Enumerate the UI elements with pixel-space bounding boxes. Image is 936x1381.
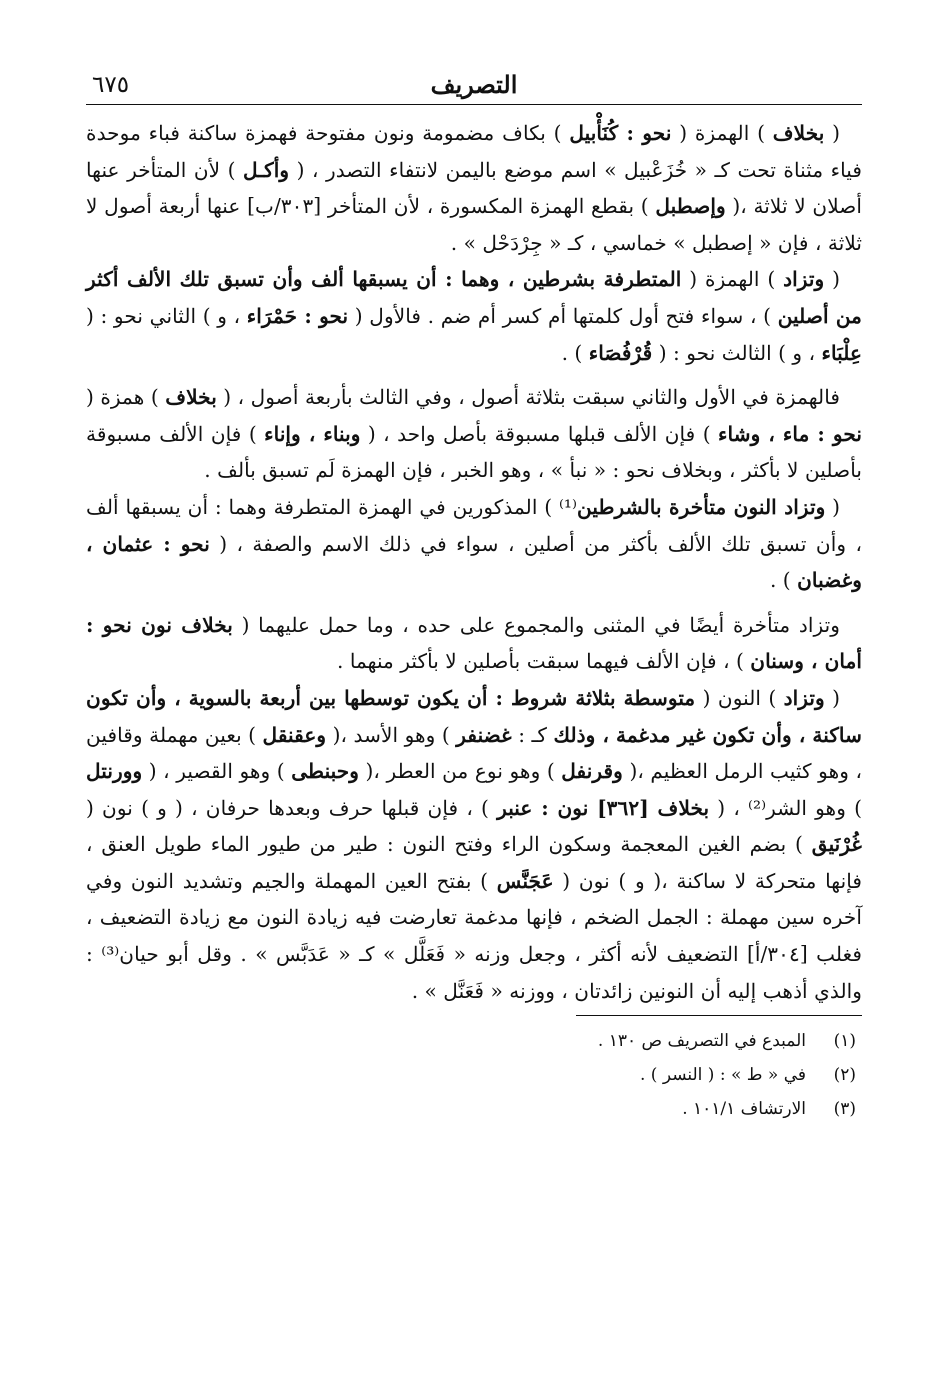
text-segment: ) وهو الشر [766, 795, 862, 820]
text-segment: ( [824, 267, 840, 292]
bold-text-segment: وبناء ، وإناء [264, 421, 361, 446]
page-number: ٦٧٥ [92, 72, 130, 98]
text-segment: وتزاد متأخرة أيضًا في المثنى والمجموع على حده ، وما حمل عليهما ( [232, 612, 840, 637]
text-segment: ) . [769, 568, 798, 593]
text-segment: ⁽²⁾ [748, 795, 767, 820]
bold-text-segment: وإصطبل [655, 194, 726, 219]
text-segment: ) فإن الألف مسبوقة بأصلين لا بأكثر ، وبخلاف نحو : « نبأ » ، وهو الخبر ، فإن الهمزة لَم تسبق بألف . [86, 421, 862, 483]
text-segment: ) وهو الأسد ،( [326, 722, 457, 747]
footnote-text: الارتشاف ١٠١/١ . [682, 1099, 806, 1120]
footnote-number: (١) [833, 1031, 856, 1052]
text-segment: ، و ) الثالث نحو : ( [652, 340, 822, 365]
footnotes [86, 1024, 862, 1126]
bold-text-segment: بخلاف [٣٦٢] نون : عنبر [497, 795, 710, 820]
text-segment: ⁽¹⁾ [558, 494, 577, 519]
text-segment: ) بكاف مضمومة ونون مفتوحة فهمزة ساكنة فباء موحدة فياء مثناة تحت كـ « خُزَعْبيل » اسم موضع باليمن لانتفاء التصدر ، ( [86, 121, 862, 182]
text-segment: ) الهمزة ( [681, 267, 784, 292]
text-segment: ) النون ( [695, 685, 784, 710]
body-text [86, 115, 862, 1009]
bold-text-segment: وأكـل [242, 157, 290, 182]
bold-text-segment: وقرنفل [561, 759, 623, 784]
paragraph [86, 261, 862, 371]
footnote [86, 1024, 862, 1058]
text-segment: فالهمزة في الأول والثاني سبقت بثلاثة أصول ، وفي الثالث بأربعة أصول ، ( [216, 385, 840, 410]
bold-text-segment: وتزاد [783, 685, 825, 710]
text-segment: ) لأن المتأخر عنها أصلان لا ثلاثة ،( [86, 157, 862, 219]
bold-text-segment: وتزاد النون متأخرة بالشرطين [576, 494, 826, 519]
text-segment: : والذي أذهب إليه أن النونين زائدتان ، ووزنه « فَعَنَّل » . [86, 942, 862, 1003]
text-segment: ) بضم الغين المعجمة وسكون الراء وفتح النون : طير من طيور الماء طويل العنق ، فإنها متحركة لا ساكنة ،( و ) نون ( [86, 832, 862, 893]
paragraph [86, 680, 862, 1009]
paragraph [86, 379, 862, 489]
page [86, 64, 862, 1126]
text-segment: ( [824, 121, 840, 145]
bold-text-segment: نحو : كُنَأْبيل [569, 121, 672, 145]
bold-text-segment: متوسطة بثلاثة شروط : أن يكون توسطها بين أربعة بالسوية ، وأن تكون ساكنة ، وأن تكون غير مدغمة ، وذلك [86, 685, 863, 747]
bold-text-segment: المتطرفة بشرطين ، وهما : أن يسبقها ألف وأن تسبق تلك الألف أكثر من أصلين [86, 267, 863, 328]
bold-text-segment: قُرْفُصَاء [588, 340, 653, 365]
footnote-text: المبدع في التصريف ص ١٣٠ . [597, 1031, 806, 1052]
bold-text-segment: غضنفر [456, 722, 512, 747]
footnote [86, 1058, 862, 1092]
bold-text-segment: وحبنطى [291, 759, 360, 784]
text-segment: ) ، فإن الألف فيهما سبقت بأصلين لا بأكثر منهما . [336, 649, 751, 674]
text-segment: ) المذكورين في الهمزة المتطرفة وهما : أن يسبقها ألف ، وأن تسبق تلك الألف بأكثر من أصلين ، سواء في ذلك الاسم والصفة ، ( [86, 494, 862, 556]
bold-text-segment: وورنتل [86, 759, 143, 784]
text-segment: ) همزة ( [86, 385, 166, 410]
text-segment: ( [825, 494, 841, 519]
bold-text-segment: وعقنقل [262, 722, 327, 747]
paragraph [86, 115, 862, 261]
bold-text-segment: وتزاد [783, 267, 825, 292]
footnote-number: (٢) [833, 1065, 856, 1086]
page-header [86, 64, 862, 105]
text-segment: ) وهو القصير ، ( [142, 759, 292, 784]
bold-text-segment: نحو : عثمان ، وغضبان [86, 531, 862, 593]
bold-text-segment: بخلاف [165, 385, 217, 410]
text-segment: ) الهمزة ( [671, 121, 773, 145]
text-segment: ، ( [709, 795, 749, 820]
bold-text-segment: نحو : ماء ، وشاء [718, 421, 862, 446]
footnote-number: (٣) [833, 1099, 856, 1120]
text-segment: ) بفتح العين المهملة والجيم وتشديد النون وفي آخره سين مهملة : الجمل الضخم ، فإنها مدغمة تعارضت فيه زيادة النون مع زيادة التضعيف ، فغلب [٣٠٤/أ] التضعيف لأنه أكثر ، وجعل وزنه « فَعَلَّل » كـ « عَدَبَّس » . وقل أبو حيان [86, 868, 863, 967]
text-segment: ( [824, 685, 840, 710]
text-segment: ) . [561, 340, 589, 365]
text-segment: ) بعين مهملة وقافين ، وهو كثيب الرمل العظيم ،( [86, 722, 862, 784]
footnote [86, 1092, 862, 1126]
text-segment: ) ، سواء فتح أول كلمتها أم كسر أم ضم . فالأول ( [348, 303, 778, 328]
bold-text-segment: نحو : حَمْرَاء [246, 303, 349, 328]
text-segment: ⁽³⁾ [101, 942, 120, 967]
text-segment: ، و ) الثاني نحو : ( [86, 303, 247, 328]
bold-text-segment: بخلاف [772, 121, 825, 145]
text-segment: ) وهو نوع من العطر ،( [359, 759, 562, 784]
text-segment: ) بقطع الهمزة المكسورة ، لأن المتأخر [٣٠٣/ب] عنها أربعة أصول لا ثلاثة ، فإن « إصطبل » خماسي ، كـ « جِرْدَحْل » . [86, 194, 862, 255]
bold-text-segment: عِلْبَاء [821, 340, 862, 365]
text-segment: كـ : [511, 722, 554, 747]
footnote-text: في « ط » : ( النسر ) . [639, 1065, 806, 1086]
footnote-divider [576, 1015, 862, 1016]
bold-text-segment: غُرْنَيق [811, 832, 862, 857]
bold-text-segment: عَجَنَّس [496, 868, 554, 893]
text-segment: ) فإن الألف قبلها مسبوقة بأصل واحد ، ( [360, 421, 719, 446]
paragraph [86, 607, 862, 680]
bold-text-segment: بخلاف نون نحو : أمان ، وسنان [86, 612, 862, 674]
paragraph [86, 489, 862, 599]
running-title: التصريف [430, 70, 518, 99]
text-segment: ) ، فإن قبلها حرف وبعدها حرفان ، ( و ) نون ( [86, 795, 498, 820]
